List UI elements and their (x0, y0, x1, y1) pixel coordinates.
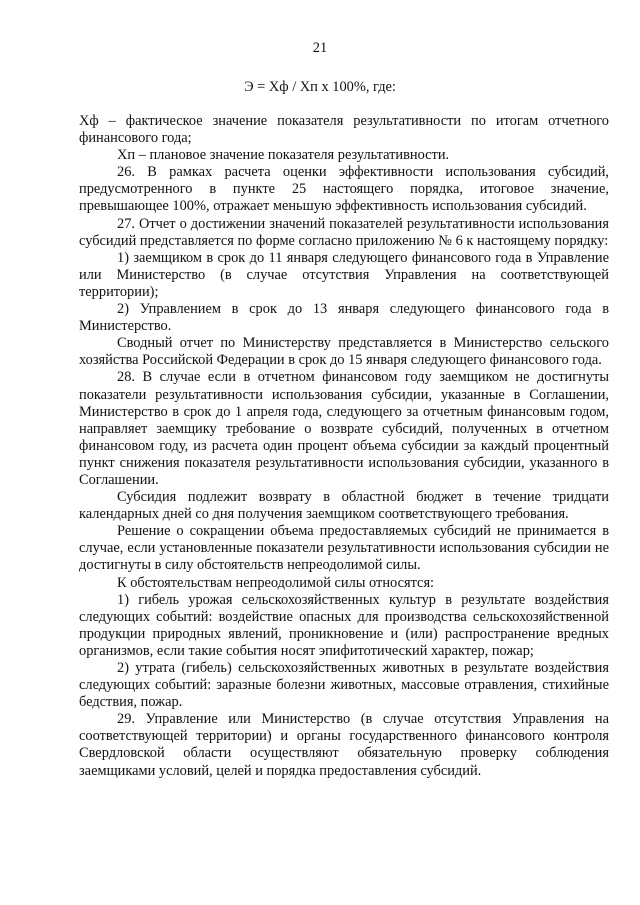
paragraph-4: 27. Отчет о достижении значений показателей результативности использования субсидий представляется по форме согласно приложению № 6 к настоящему порядку: (79, 215, 609, 249)
paragraph-3: 26. В рамках расчета оценки эффективности использования субсидий, предусмотренного в пункте 25 настоящего порядка, итоговое значение, превышающее 100%, отражает меньшую эффективность использования субсидий. (79, 164, 609, 215)
paragraph-10: Решение о сокращении объема предоставляемых субсидий не принимается в случае, если установленные показатели результативности использования субсидии не достигнуты в силу обстоятельств непреодолимой силы. (79, 523, 609, 574)
page-number: 21 (312, 40, 328, 56)
paragraph-9: Субсидия подлежит возврату в областной бюджет в течение тридцати календарных дней со дня получения заемщиком соответствующего требования. (79, 489, 609, 523)
paragraph-6: 2) Управлением в срок до 13 января следующего финансового года в Министерство. (79, 301, 609, 335)
paragraph-7: Сводный отчет по Министерству представляется в Министерство сельского хозяйства Российской Федерации в срок до 15 января следующего финансового года. (79, 335, 609, 369)
paragraph-12: 1) гибель урожая сельскохозяйственных культур в результате воздействия следующих событий: воздействие опасных для производства сельскохозяйственной продукции природных явлений, проникновение и (или) распространение вредных организмов, если такие события носят эпифитотический характер, пожар; (79, 591, 609, 659)
paragraph-1: Хф – фактическое значение показателя результативности по итогам отчетного финансового года; (79, 113, 609, 147)
paragraph-2: Хп – плановое значение показателя результативности. (117, 147, 450, 164)
document-body (79, 113, 609, 780)
paragraph-11: К обстоятельствам непреодолимой силы относятся: (117, 574, 435, 591)
paragraph-14: 29. Управление или Министерство (в случае отсутствия Управления на соответствующей территории) и органы государственного финансового контроля Свердловской области осуществляют обязательную проверку соблюдения заемщиками условий, целей и порядка предоставления субсидий. (79, 711, 609, 779)
paragraph-13: 2) утрата (гибель) сельскохозяйственных животных в результате воздействия следующих событий: заразные болезни животных, массовые отравления, стихийные бедствия, пожар. (79, 660, 609, 711)
paragraph-8: 28. В случае если в отчетном финансовом году заемщиком не достигнуты показатели результативности использования субсидии, указанные в Соглашении, Министерство в срок до 1 апреля года, следующего за отчетным финансовым годом, направляет заемщику требование о возврате субсидий, полученных в отчетном финансовом году, из расчета один процент объема субсидии за каждый процентный пункт снижения показателя результативности использования субсидии, указанного в Соглашении. (79, 369, 609, 488)
effectiveness-formula: Э = Хф / Хп х 100%, где: (244, 79, 396, 95)
paragraph-5: 1) заемщиком в срок до 11 января следующего финансового года в Управление или Министерство (в случае отсутствия Управления на соответствующей территории); (79, 249, 609, 300)
